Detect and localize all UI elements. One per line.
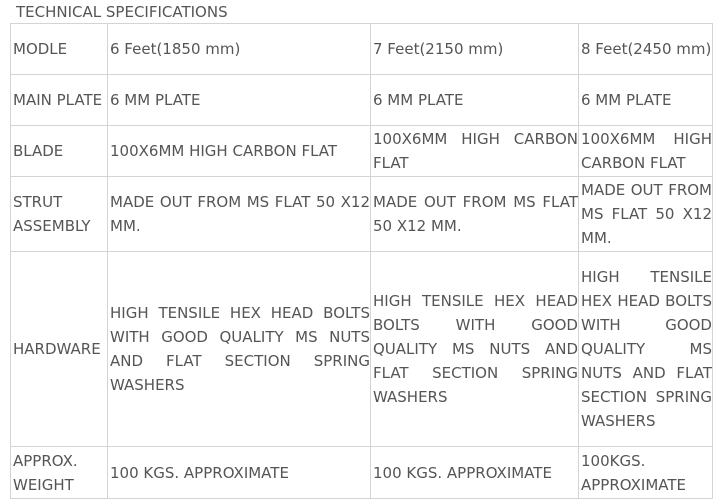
table-cell: 100X6MM HIGH CARBON FLAT bbox=[108, 126, 371, 177]
table-cell: MADE OUT FROM MS FLAT 50 X12 MM. bbox=[371, 177, 579, 252]
table-cell: 8 Feet(2450 mm) bbox=[579, 24, 713, 75]
table-cell: MADE OUT FROM MS FLAT 50 X12 MM. bbox=[579, 177, 713, 252]
row-label: STRUT ASSEMBLY bbox=[11, 177, 108, 252]
table-cell: 7 Feet(2150 mm) bbox=[371, 24, 579, 75]
table-cell: 6 Feet(1850 mm) bbox=[108, 24, 371, 75]
table-cell: 100KGS. APPROXIMATE bbox=[579, 447, 713, 499]
specifications-table bbox=[10, 23, 713, 499]
table-cell: 100 KGS. APPROXIMATE bbox=[371, 447, 579, 499]
table-row-hardware bbox=[11, 252, 713, 447]
table-cell: HIGH TENSILE HEX HEAD BOLTS WITH GOOD QUALITY MS NUTS AND FLAT SECTION SPRING WASHERS bbox=[579, 252, 713, 447]
table-cell: HIGH TENSILE HEX HEAD BOLTS WITH GOOD QUALITY MS NUTS AND FLAT SECTION SPRING WASHERS bbox=[108, 252, 371, 447]
row-label: HARDWARE bbox=[11, 252, 108, 447]
table-cell: HIGH TENSILE HEX HEAD BOLTS WITH GOOD QUALITY MS NUTS AND FLAT SECTION SPRING WASHERS bbox=[371, 252, 579, 447]
table-row-approx-weight bbox=[11, 447, 713, 499]
table-row-blade bbox=[11, 126, 713, 177]
table-cell: 6 MM PLATE bbox=[108, 75, 371, 126]
row-label: MODLE bbox=[11, 24, 108, 75]
row-label: MAIN PLATE bbox=[11, 75, 108, 126]
table-cell: 6 MM PLATE bbox=[371, 75, 579, 126]
table-caption: TECHNICAL SPECIFICATIONS bbox=[16, 3, 228, 21]
table-cell: 100X6MM HIGH CARBON FLAT bbox=[371, 126, 579, 177]
table-cell: 100 KGS. APPROXIMATE bbox=[108, 447, 371, 499]
table-row-model bbox=[11, 24, 713, 75]
row-label: BLADE bbox=[11, 126, 108, 177]
table-row-main-plate bbox=[11, 75, 713, 126]
table-cell: MADE OUT FROM MS FLAT 50 X12 MM. bbox=[108, 177, 371, 252]
table-row-strut-assembly bbox=[11, 177, 713, 252]
row-label: APPROX. WEIGHT bbox=[11, 447, 108, 499]
table-cell: 100X6MM HIGH CARBON FLAT bbox=[579, 126, 713, 177]
table-cell: 6 MM PLATE bbox=[579, 75, 713, 126]
